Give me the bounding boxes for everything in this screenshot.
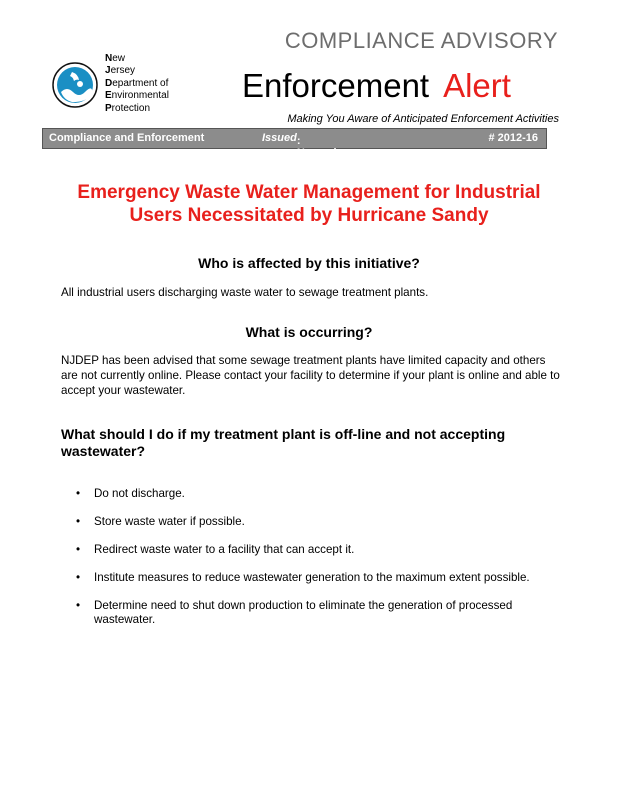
question-what-occurring: What is occurring? [245,324,373,340]
info-banner [42,128,547,171]
compliance-advisory-label: COMPLIANCE ADVISORY [284,28,558,53]
list-item: • Redirect waste water to a facility that can accept it. [76,543,355,556]
answer-who-affected: All industrial users discharging waste water to sewage treatment plants. [61,286,429,299]
list-item: • Determine need to shut down production to eliminate the generation of processed wastewater. [76,599,513,626]
agency-name [105,53,169,115]
agency-line: New [105,53,126,64]
agency-line: Jersey [105,65,136,77]
bullet-icon: • [76,515,81,528]
banner-section: Compliance and Enforcement [49,132,205,144]
document-headline: Emergency Waste Water Management for Industrial Users Necessitated by Hurricane Sandy [77,182,541,226]
list-item: • Institute measures to reduce wastewater generation to the maximum extent possible. [76,571,530,584]
agency-line: Department of [105,77,169,89]
agency-line: Protection [105,102,151,114]
bullet-icon: • [76,487,81,500]
title-alert: Alert [443,67,511,104]
answer-what-occurring: NJDEP has been advised that some sewage treatment plants have limited capacity and others are not currently online. Please contact your facility to determine if your plant is online and able to accept your wastewater. [61,354,560,397]
title-enforcement: Enforcement [242,67,430,104]
bullet-icon: • [76,571,81,584]
bullet-icon: • [76,543,81,556]
bullet-icon: • [76,599,81,612]
question-what-to-do: What should I do if my treatment plant is off-line and not accepting wastewater? [61,426,506,459]
njdep-logo-icon [52,62,98,108]
question-who-affected: Who is affected by this initiative? [198,255,420,271]
agency-line: Environmental [105,90,169,102]
tagline: Making You Aware of Anticipated Enforcement Activities [287,113,559,125]
list-item: • Do not discharge. [76,487,185,500]
banner-issued: Issued : November 2, 2012 [262,132,351,171]
action-list [61,487,561,641]
banner-number: # 2012-16 [488,132,538,144]
list-item: • Store waste water if possible. [76,515,245,528]
enforcement-alert-title [242,66,511,106]
